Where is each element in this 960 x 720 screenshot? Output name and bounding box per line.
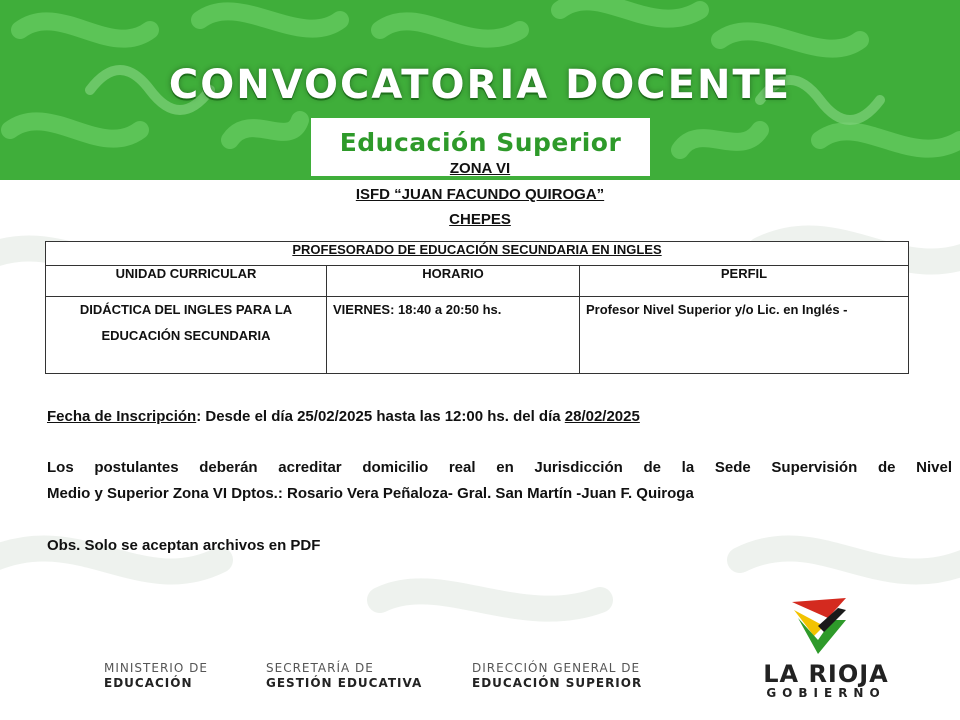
la-rioja-logo-icon <box>788 596 850 656</box>
table-cell-profile: Profesor Nivel Superior y/o Lic. en Inglés - <box>580 297 909 374</box>
registration-text: : Desde el día 25/02/2025 hasta las 12:00 hs. del día <box>196 408 565 425</box>
footer-ministry <box>104 661 208 691</box>
footer-ministry-line2: EDUCACIÓN <box>104 676 193 690</box>
footer-secretariat <box>266 661 422 691</box>
registration-label: Fecha de Inscripción <box>47 408 197 425</box>
requirement-line-1: Los postulantes deberán acreditar domicilio real en Jurisdicción de la Sede Supervisión de Nivel <box>47 459 952 476</box>
government-label: GOBIERNO <box>766 686 886 700</box>
government-name: LA RIOJA <box>763 660 889 688</box>
table-cell-schedule: VIERNES: 18:40 a 20:50 hs. <box>327 297 580 374</box>
column-header: PERFIL <box>580 266 909 297</box>
registration-line <box>47 404 952 430</box>
table-caption: PROFESORADO DE EDUCACIÓN SECUNDARIA EN INGLES <box>46 242 909 266</box>
footer-direction-line1: DIRECCIÓN GENERAL DE <box>472 661 641 675</box>
table-row <box>46 297 909 374</box>
subtitle: Educación Superior <box>339 128 622 157</box>
note-text: Obs. Solo se aceptan archivos en PDF <box>47 537 321 554</box>
footer-secretariat-line1: SECRETARÍA DE <box>266 661 374 675</box>
footer-direction-line2: EDUCACIÓN SUPERIOR <box>472 676 643 690</box>
requirement-line-2: Medio y Superior Zona VI Dptos.: Rosario Vera Peñaloza- Gral. San Martín -Juan F. Quiroga <box>47 485 694 502</box>
footer-direction <box>472 661 642 691</box>
footer-ministry-line1: MINISTERIO DE <box>104 661 208 675</box>
position-table <box>45 241 909 374</box>
footer-secretariat-line2: GESTIÓN EDUCATIVA <box>266 676 423 690</box>
column-header: HORARIO <box>327 266 580 297</box>
page-title: CONVOCATORIA DOCENTE <box>168 62 792 108</box>
table-caption-row <box>46 242 909 266</box>
table-header-row <box>46 266 909 297</box>
column-header: UNIDAD CURRICULAR <box>46 266 327 297</box>
table-cell-unit: DIDÁCTICA DEL INGLES PARA LA EDUCACIÓN SECUNDARIA <box>46 297 327 374</box>
institution-name: ISFD “JUAN FACUNDO QUIROGA” <box>355 186 605 203</box>
registration-end-date: 28/02/2025 <box>564 408 640 425</box>
zone-label: ZONA VI <box>449 160 511 177</box>
city-label: CHEPES <box>449 211 511 228</box>
